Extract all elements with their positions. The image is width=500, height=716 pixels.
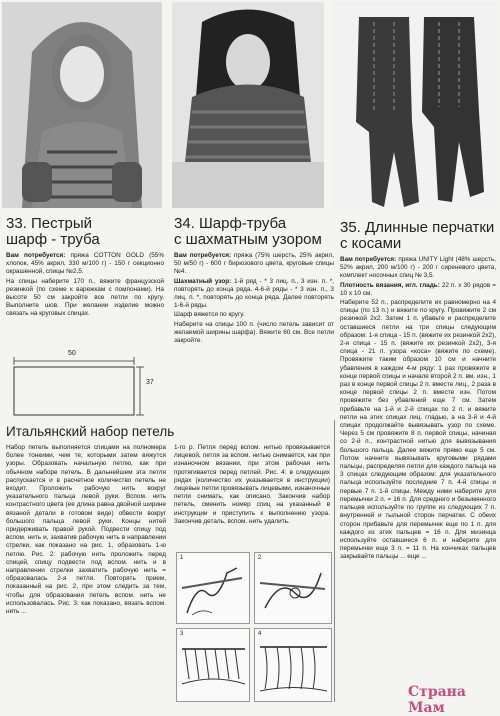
item-34-title-line2: с шахматным узором [174,231,322,248]
watermark-text: Страна Мам [408,684,466,716]
photo-checker-scarf [172,2,324,208]
item-34-text [174,252,334,362]
item-35-density-label: Плотность вязания, игл. гладь: [340,281,440,289]
item-34-p3: Наберите на спицы 100 п. (число петель зависит от желаемой ширины шарфа). Вяжите 60 см. Все петли закройте. [174,320,334,345]
item-35-density-text: 22 п. х 30 рядов = 10 х 10 см. [340,281,496,297]
item-34-needs-text: пряжа (75% шерсть, 25% акрил, 50 м/50 г) - 600 г бирюзового цвета, круговые спицы №4. [174,252,334,276]
figure-4 [254,628,332,702]
figure-3-number: 3 [180,631,184,637]
item-34-p2: Шарф вяжется по кругу. [174,311,245,319]
photo-checker-scarf-art [172,2,324,208]
item-33-text [6,252,164,338]
item-35-body: Наберите 52 п., распределите их равномерно на 4 спицы (по 13 п.) и вяжите по кругу. Провяжите 2 см резинкой 2х2. Затем 1 п. убавьте и распределите оставшиеся петли на три спицы следующим образом: 1-я спица - 15 п. (вяжите их резинкой 2х2), 2-я спица - 15 п. (вяжите их резинкой 2х2), 3-я спица - 21 п. узора «коса» (вяжите по схеме). Провяжите таким образом 10 см и начните убавления в каждом 4-м ряду: 1 раз провяжите в конце первой спицы и начале второй 2 п. вм. изн., 1 раз в конце первой спицы 2 п. вместе лиц., 2 раза в конце первой спицы 2 п. вместе изн. Потом провяжите без убавлений еще 7 см. Затем прибавьте на 1-й и 2-й спицах по 2 п. и вяжите петли на этих спицах лиц. гладью, а на 3-й и 4-й спицах продолжайте вывязывать узор по схеме. Через 5 см провяжите 8 п. первой спицы, начиная со 2-й п., контрастной нитью для вывязывания большого пальца. Далее вяжите прямо еще 5 см. Потом начните вывязывать круговыми рядами пальцы, распределяя петли для каждого пальца на 3 спицах следующим образом: для указательного пальца используйте последние 7 п. 4-й спицы и первые 7 п. 1-й спицы. Между ними наберите для перемычки 2 п. = 16 п. Для среднего и безымянного пальцев используйте по группе из следующих 7 п. внутренней и тыльной сторон перчатки. С обеих сторон прибавьте для перемычек еще по 1 п. для каждого из этих пальцев = 16 п. Для мизинца используйте оставшиеся 6 п. и наберите для перемычки еще 3 п. = 11 п. На кончиках пальцев закрывайте пальцы ... еще ... [340,299,496,561]
item-33-needs-text: пряжа COTTON GOLD (55% хлопок, 45% акрил, 330 м/100 г) - 150 г секционно окрашенной, спицы №2,5. [6,252,164,276]
italian-col1-text: Набор петель выполняется спицами на полномера более тонкими, чем те, которыми затем вяжутся узоры. Образовать начальную петлю, как при обычном наборе петель. В дальнейшем эта петля распускается и в расчетное количество петель не входит. Проложить рабочую нить вокруг указательного пальца левой руки. Вспом. нить контрастного цвета (ее длина равна двойной ширине вязаной детали в готовом виде) обвести вокруг большого пальца левой руки. Концы нитей придерживать правой рукой. Подвести спицу под вспом. нить и, захватив рабочую нить в направлении стрелки, как показано на рис. 1, образовать 1-ю петлю. Рис. 2: рабочую нить проложить перед спицей, спицу подвести под вспом. нить и в направлении стрелки захватить рабочую нить = образовалась 2-я петля. Повторять прием, показанный на рис. 2, при этом следить за тем, чтобы для образования петель вспом. нить не использовалась. Рис. 3: как показано, вязать вспом. нить ... [6,444,166,616]
item-33-title-line1: 33. Пестрый [6,215,93,232]
item-34-pattern-text: 1-й ряд - * 3 лиц. п., 3 изн. п. *, повторять до конца ряда. 4-6-й ряды - * 3 изн. п., 3 лиц. п. *, повторять до конца ряда. Далее повторять 1-6-й ряды. [174,277,334,310]
photo-striped-scarf-art [2,2,162,208]
item-33-body: На спицы наберите 170 п., вяжите французской резинкой (по схеме к варежкам с помпонами). На высоте 50 см закройте все петли по кругу. Выполните шов. При желании изделие можно связать на круговых спицах. [6,277,164,318]
item-34-pattern-label: Шахматный узор: [174,277,232,285]
item-35-needs-label: Вам потребуется: [340,256,397,263]
item-34-title [174,216,334,248]
item-35-title [340,220,500,252]
figure-2 [254,552,332,624]
figure-2-art [255,553,331,623]
figure-3 [176,628,250,702]
figure-1-art [177,553,249,623]
figure-2-number: 2 [258,555,262,561]
watermark-logo [408,684,500,716]
figure-4-art [255,629,331,701]
photo-striped-scarf [2,2,162,208]
item-35-needs-text: пряжа UNITY Light (48% шерсть, 52% акрил, 200 м/100 г) - 200 г сиреневого цвета, комплект носочных спиц № 3,5. [340,256,496,280]
item-35-text [340,256,496,702]
figure-3-art [177,629,249,701]
italian-title: Итальянский набор петель [6,424,175,439]
size-schema [6,343,166,418]
photo-long-gloves-art [334,2,498,208]
item-34-needs-label: Вам потребуется: [174,252,232,259]
schema-height-label: 37 [146,379,154,386]
figure-1-number: 1 [180,555,184,561]
item-33-title [6,216,166,248]
italian-col2-text: 1-го р. Петля перед вспом. нитью провязывается лицевой, петля за вспом. нитью снимается, как при изнаночном вязании, при этом рабочая нить протягивается перед петлей. Рис. 4: в следующих рядах (количество их указывается в инструкции) лицевые петли провязывать лицевыми, изнаночные петли снимать, как описано. Закончив набор петель, сменить номер спиц на указанный в инструкции и приступить к выполнению узора. Закончив деталь, вспом. нить удалить. [174,444,330,525]
italian-col1 [6,444,166,702]
figure-4-number: 4 [258,631,262,637]
column-divider [334,420,335,702]
item-33-title-line2: шарф - труба [6,231,100,248]
schema-width-label: 50 [68,350,76,357]
item-35-title-line2: с косами [340,235,402,252]
item-34-title-line1: 34. Шарф-труба [174,215,287,232]
figure-1 [176,552,250,624]
item-33-needs-label: Вам потребуется: [6,252,66,259]
photo-long-gloves [334,2,498,208]
schema-drawing [6,343,166,418]
item-35-title-line1: 35. Длинные перчатки [340,219,495,236]
italian-col2 [174,444,330,544]
